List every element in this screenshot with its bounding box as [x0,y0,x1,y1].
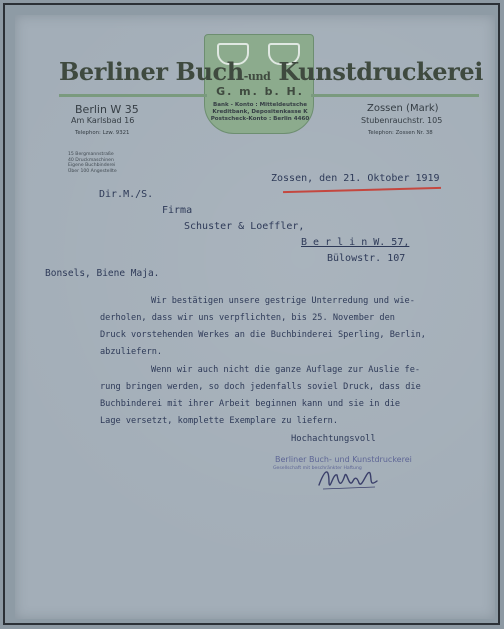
company-name-part-1: Berliner Buch [59,57,244,86]
left-street: Am Karlsbad 16 [71,116,135,125]
body-line: Wir bestätigen unsere gestrige Unterredung und wie- [151,296,415,306]
company-name [59,57,484,86]
bank-line: Postscheck-Konto : Berlin 4460 [210,116,310,122]
recipient-street: Bülowstr. 107 [327,253,406,264]
bank-line: Kreditbank, Depositenkasse K [212,109,308,115]
place-date: Zossen, den 21. Oktober 1919 [271,173,440,184]
letterhead-rule-left [59,94,207,97]
recipient-name: Schuster & Loeffler, [184,221,305,232]
date-underline [283,187,441,193]
body-line: derholen, dass wir uns verpflichten, bis 25. November den [100,313,395,323]
body-line: Buchbinderei mit ihrer Arbeit beginnen kann und sie in die [100,398,401,409]
company-stamp: Berliner Buch- und Kunstdruckerei [275,455,412,464]
right-city: Zossen (Mark) [367,103,439,114]
recipient-city: B e r l i n W. 57, [301,237,410,248]
bank-details [208,102,312,123]
body-line: Lage versetzt, komplette Exemplare zu liefern. [100,415,338,426]
bank-line: Bank - Konto : Mitteldeutsche [212,102,308,108]
left-phone: Telephon: Lzw. 9321 [75,130,130,136]
company-name-part-2: Kunstdruckerei [270,57,484,86]
body-line: abzuliefern. [100,346,163,357]
left-city: Berlin W 35 [75,103,139,116]
company-legal-form: G. m. b. H. [216,85,304,98]
document-frame [3,3,500,625]
body-paragraph-1-cont [100,310,426,360]
body-paragraph-2-cont [100,379,421,429]
body-line: Druck vorstehenden Werkes an die Buchbinderei Sperling, Berlin, [100,329,426,340]
right-street: Stubenrauchstr. 105 [361,116,443,125]
letter-sheet [15,15,495,619]
service-line: Eigene Buchbinderei [68,163,116,169]
service-line: 40 Druckmaschinen [68,157,114,163]
body-paragraph-1 [151,293,415,310]
right-phone: Telephon: Zossen Nr. 38 [368,130,433,136]
company-services [68,152,148,174]
firma-label: Firma [162,205,193,216]
service-line: Über 100 Angestellte [68,168,117,174]
closing: Hochachtungsvoll [291,434,376,444]
service-line: 15 Bergmannstraße [68,152,114,157]
body-line: Wenn wir auch nicht die ganze Auflage zur Auslie fe- [151,365,421,375]
company-stamp-sub: Gesellschaft mit beschränkter Haftung [273,466,362,471]
company-name-und: -und [243,70,271,83]
subject-line: Bonsels, Biene Maja. [45,268,160,279]
body-paragraph-2 [151,362,420,379]
reference: Dir.M./S. [99,189,154,200]
letterhead-rule-right [311,94,479,97]
body-line: rung bringen werden, so doch jedenfalls soviel Druck, dass die [100,382,421,392]
handwritten-signature [315,463,381,497]
